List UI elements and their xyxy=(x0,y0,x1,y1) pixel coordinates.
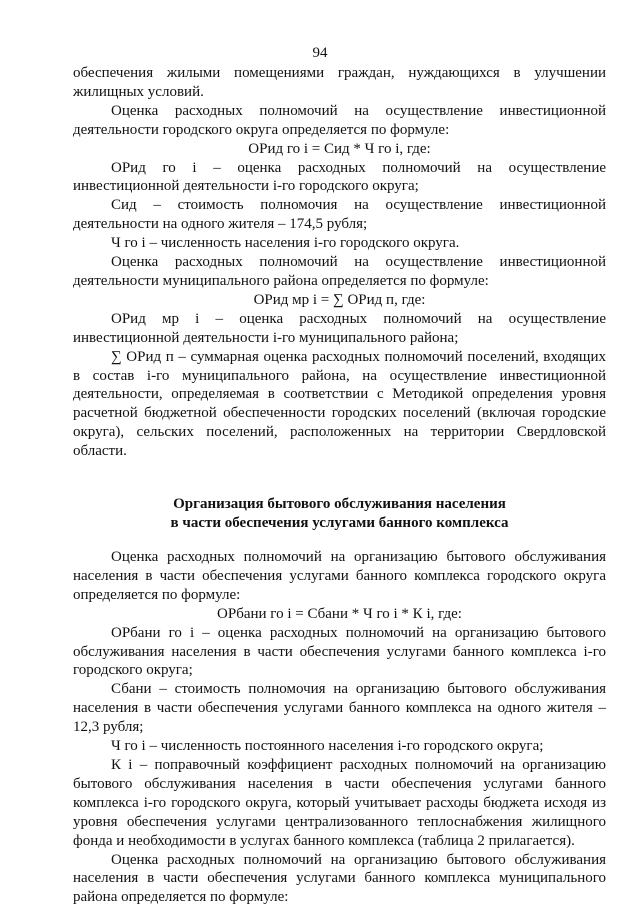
page-number: 94 xyxy=(312,45,328,61)
formula-orid-go: ОРид го i = Сид * Ч го i, где: xyxy=(248,140,431,157)
definition-ch-go-permanent: Ч го i – численность постоянного населения i-го городского округа; xyxy=(111,738,544,755)
paragraph-intro-mr: Оценка расходных полномочий на осуществление инвестиционной деятельности муниципального района определяется по формуле: xyxy=(73,254,606,289)
formula-orbani-go: ОРбани го i = Сбани * Ч го i * К i, где: xyxy=(217,605,462,622)
definition-orid-mr: ОРид мр i – оценка расходных полномочий на осуществление инвестиционной деятельности i-го муниципального района; xyxy=(73,310,606,346)
formula-orid-mr: ОРид мр i = ∑ ОРид п, где: xyxy=(253,291,426,308)
definition-ch-go: Ч го i – численность населения i-го городского округа. xyxy=(111,235,460,252)
document-body xyxy=(73,64,606,907)
definition-k-i: К i – поправочный коэффициент расходных полномочий на организацию бытового обслуживания населения в части обеспечения услугами банного комплекса i-го городского округа, который учитывает расходы бюджета исходя из уровня обеспечения услугами централизованного теплоснабжения жилищного фонда и необходимости в услугах банного комплекса (таблица 2 прилагается). xyxy=(73,757,606,849)
paragraph-intro-bani-mr: Оценка расходных полномочий на организацию бытового обслуживания населения в части обеспечения услугами банного комплекса муниципального района определяется по формуле: xyxy=(73,851,606,906)
paragraph-intro-bani-go: Оценка расходных полномочий на организацию бытового обслуживания населения в части обеспечения услугами банного комплекса городского округа определяется по формуле: xyxy=(73,549,606,603)
definition-orbani-go: ОРбани го i – оценка расходных полномочий на организацию бытового обслуживания населения в части обеспечения услугами банного комплекса i-го городского округа; xyxy=(73,624,606,679)
section-heading xyxy=(73,495,606,533)
definition-orid-go: ОРид го i – оценка расходных полномочий на осуществление инвестиционной деятельности i-го городского округа; xyxy=(73,159,606,195)
section-heading-line-1: Организация бытового обслуживания населения xyxy=(173,496,506,513)
definition-sum-orid-p: ∑ ОРид п – суммарная оценка расходных полномочий поселений, входящих в состав i-го муниципального района, на осуществление инвестиционной деятельности, определяемая в соответствии с Методикой определения уровня расчетной бюджетной обеспеченности городских поселений (включая городские округа), сельских поселений, расположенных на территории Свердловской области. xyxy=(73,348,606,460)
section-spacer xyxy=(73,461,606,481)
definition-sid: Сид – стоимость полномочия на осуществление инвестиционной деятельности на одного жителя – 174,5 рубля; xyxy=(73,197,606,233)
paragraph-intro-go: Оценка расходных полномочий на осуществление инвестиционной деятельности городского округа определяется по формуле: xyxy=(73,102,606,138)
definition-sbani: Сбани – стоимость полномочия на организацию бытового обслуживания населения в части обеспечения услугами банного комплекса на одного жителя – 12,3 рубля; xyxy=(73,681,606,736)
section-heading-line-2: в части обеспечения услугами банного комплекса xyxy=(170,515,509,532)
paragraph-continuation: обеспечения жилыми помещениями граждан, нуждающихся в улучшении жилищных условий. xyxy=(73,65,606,100)
